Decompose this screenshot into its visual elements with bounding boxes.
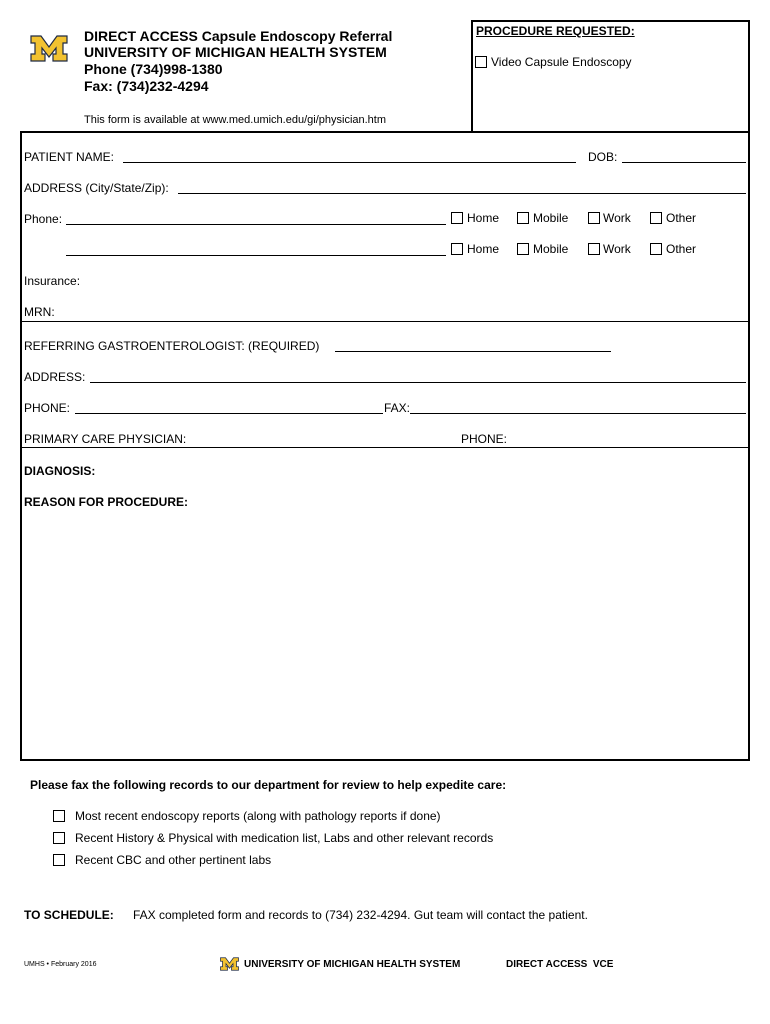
phone2-other-checkbox[interactable]: [650, 243, 662, 255]
records-hp-checkbox[interactable]: [53, 832, 65, 844]
dob-label: DOB:: [588, 150, 618, 164]
header-fax: Fax: (734)232-4294: [84, 78, 209, 94]
umich-logo: [30, 35, 68, 67]
reason-textarea[interactable]: [24, 515, 744, 755]
patient-name-field[interactable]: [123, 162, 576, 163]
patient-address-label: ADDRESS (City/State/Zip):: [24, 181, 169, 195]
phone1-work-checkbox[interactable]: [588, 212, 600, 224]
availability-note: This form is available at www.med.umich.edu/gi/physician.htm: [84, 114, 387, 126]
pcp-label: PRIMARY CARE PHYSICIAN:: [24, 432, 187, 446]
phone1-home-label: Home: [467, 211, 500, 225]
gastro-label: REFERRING GASTROENTEROLOGIST: (REQUIRED): [24, 339, 320, 353]
records-endoscopy-checkbox[interactable]: [53, 810, 65, 822]
gastro-field[interactable]: [335, 351, 611, 352]
phone2-home-label: Home: [467, 242, 500, 256]
phone1-other-label: Other: [666, 211, 697, 225]
org-name: UNIVERSITY OF MICHIGAN HEALTH SYSTEM: [84, 44, 387, 60]
form-title: DIRECT ACCESS Capsule Endoscopy Referral: [84, 28, 393, 44]
phone1-home-checkbox[interactable]: [451, 212, 463, 224]
ref-address-label: ADDRESS:: [24, 370, 86, 384]
records-heading: Please fax the following records to our department for review to help expedite care:: [30, 778, 507, 792]
reason-label: REASON FOR PROCEDURE:: [24, 495, 189, 509]
ref-address-field[interactable]: [90, 382, 746, 383]
patient-phone-label: Phone:: [24, 212, 63, 226]
patient-phone-field-2[interactable]: [66, 255, 446, 256]
block-m-icon: [30, 35, 68, 62]
header-phone: Phone (734)998-1380: [84, 61, 223, 77]
insurance-label: Insurance:: [24, 274, 81, 288]
records-item: Recent CBC and other pertinent labs: [75, 853, 272, 867]
phone2-mobile-checkbox[interactable]: [517, 243, 529, 255]
video-capsule-label: Video Capsule Endoscopy: [491, 55, 632, 69]
patient-phone-field-1[interactable]: [66, 224, 446, 225]
phone1-work-label: Work: [603, 211, 631, 225]
phone2-work-checkbox[interactable]: [588, 243, 600, 255]
ref-fax-label: FAX:: [384, 401, 411, 415]
schedule-label: TO SCHEDULE:: [24, 908, 114, 922]
patient-address-field[interactable]: [178, 193, 746, 194]
records-item: Most recent endoscopy reports (along with pathology reports if done): [75, 809, 441, 823]
phone2-mobile-label: Mobile: [533, 242, 569, 256]
phone1-other-checkbox[interactable]: [650, 212, 662, 224]
block-m-icon: [220, 957, 239, 971]
phone1-mobile-checkbox[interactable]: [517, 212, 529, 224]
footer-logo: [220, 957, 239, 976]
footer-org: UNIVERSITY OF MICHIGAN HEALTH SYSTEM: [244, 959, 461, 970]
diagnosis-label: DIAGNOSIS:: [24, 464, 96, 478]
schedule-text: FAX completed form and records to (734) 232-4294. Gut team will contact the patient.: [133, 908, 588, 922]
pcp-phone-label: PHONE:: [461, 432, 508, 446]
footer-code: UMHS • February 2016: [24, 961, 97, 968]
procedure-heading: PROCEDURE REQUESTED:: [476, 24, 635, 38]
dob-field[interactable]: [622, 162, 746, 163]
ref-phone-label: PHONE:: [24, 401, 71, 415]
footer-form-name: DIRECT ACCESS VCE: [506, 959, 614, 970]
records-cbc-checkbox[interactable]: [53, 854, 65, 866]
mrn-label: MRN:: [24, 305, 55, 319]
section-divider: [20, 321, 750, 322]
phone2-work-label: Work: [603, 242, 631, 256]
ref-fax-field[interactable]: [410, 413, 746, 414]
patient-name-label: PATIENT NAME:: [24, 150, 115, 164]
phone2-home-checkbox[interactable]: [451, 243, 463, 255]
records-item: Recent History & Physical with medication list, Labs and other relevant records: [75, 831, 494, 845]
ref-phone-field[interactable]: [75, 413, 383, 414]
video-capsule-checkbox[interactable]: [475, 56, 487, 68]
phone1-mobile-label: Mobile: [533, 211, 569, 225]
phone2-other-label: Other: [666, 242, 697, 256]
section-divider: [20, 447, 750, 448]
